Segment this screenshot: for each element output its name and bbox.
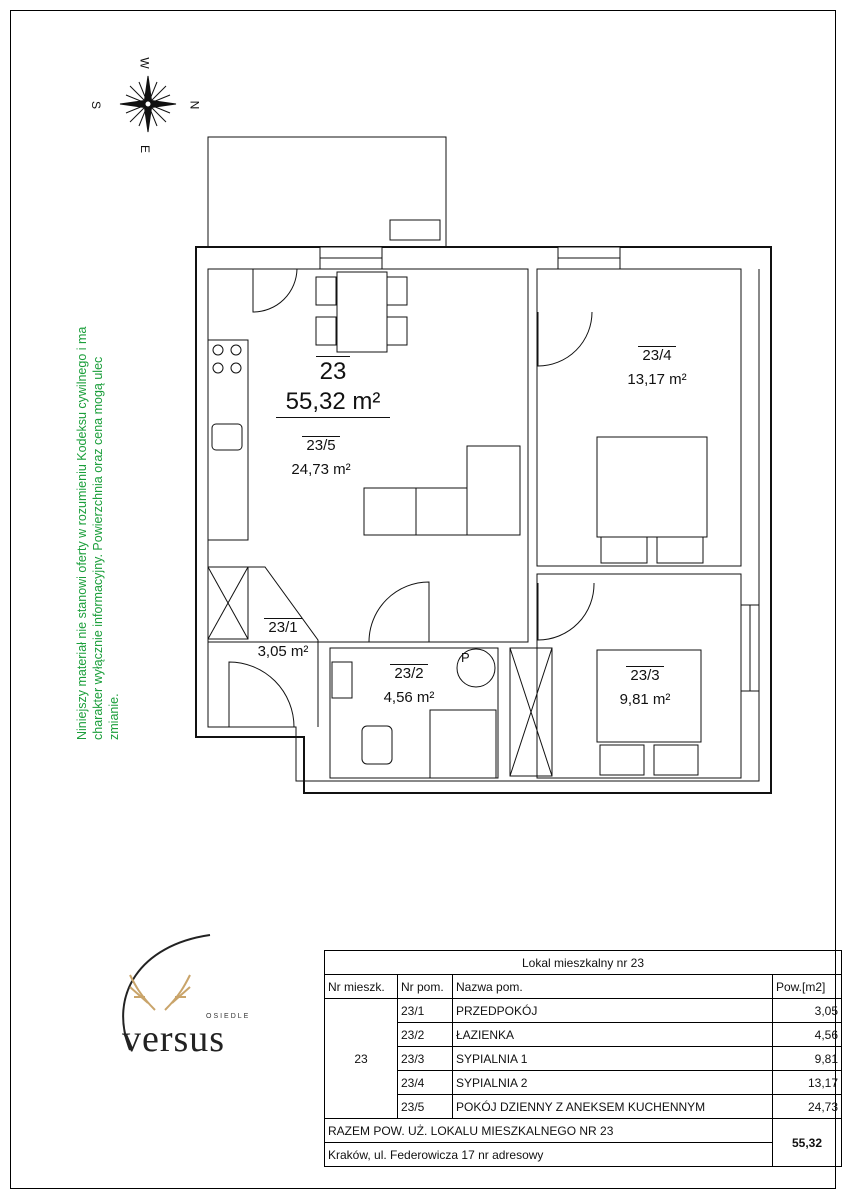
table-row: 23 23/1 PRZEDPOKÓJ 3,05 [325,999,842,1023]
logo-name: versus [122,1018,226,1060]
total-label: RAZEM POW. UŻ. LOKALU MIESZKALNEGO NR 23 [325,1119,773,1143]
fixture-letter: P [461,650,470,665]
room-label-23-4: 23/4 13,17 m² [627,347,687,388]
table-row: 23/4 SYPIALNIA 2 13,17 [325,1071,842,1095]
room-label-23-1: 23/1 3,05 m² [257,619,309,660]
total-value: 55,32 [773,1119,842,1167]
disclaimer-text: Niniejszy materiał nie stanowi oferty w rozumieniu Kodeksu cywilnego i ma charakter wyłącznie informacyjny. Powierzchnia oraz cena mogą ulec zmianie. [75,326,121,740]
apartment-number: 23 [316,356,351,387]
compass-w: W [137,57,152,69]
versus-logo [100,925,300,1065]
table-row: 23/3 SYPIALNIA 1 9,81 [325,1047,842,1071]
room-label-23-2: 23/2 4,56 m² [383,665,435,706]
apartment-no-cell: 23 [325,999,398,1119]
table-row: 23/5 POKÓJ DZIENNY Z ANEKSEM KUCHENNYM 24,73 [325,1095,842,1119]
address: Kraków, ul. Federowicza 17 nr adresowy [325,1143,773,1167]
apartment-area: 55,32 m² [276,387,390,418]
compass-s: S [89,100,104,110]
logo-small-text: OSIEDLE [206,1013,251,1020]
compass-e: E [138,144,153,154]
room-label-23-5: 23/5 24,73 m² [291,437,351,478]
table-row: 23/2 ŁAZIENKA 4,56 [325,1023,842,1047]
apartment-label [276,356,390,418]
table-total-row [325,1119,842,1143]
table-address-row [325,1143,842,1167]
table-title: Lokal mieszkalny nr 23 [325,951,842,975]
room-label-23-3: 23/3 9,81 m² [619,667,671,708]
compass-n: N [187,100,202,110]
table-header-row: Nr mieszk. Nr pom. Nazwa pom. Pow.[m2] [325,975,842,999]
compass-rose-icon [120,76,176,132]
rooms-table [324,950,842,1167]
